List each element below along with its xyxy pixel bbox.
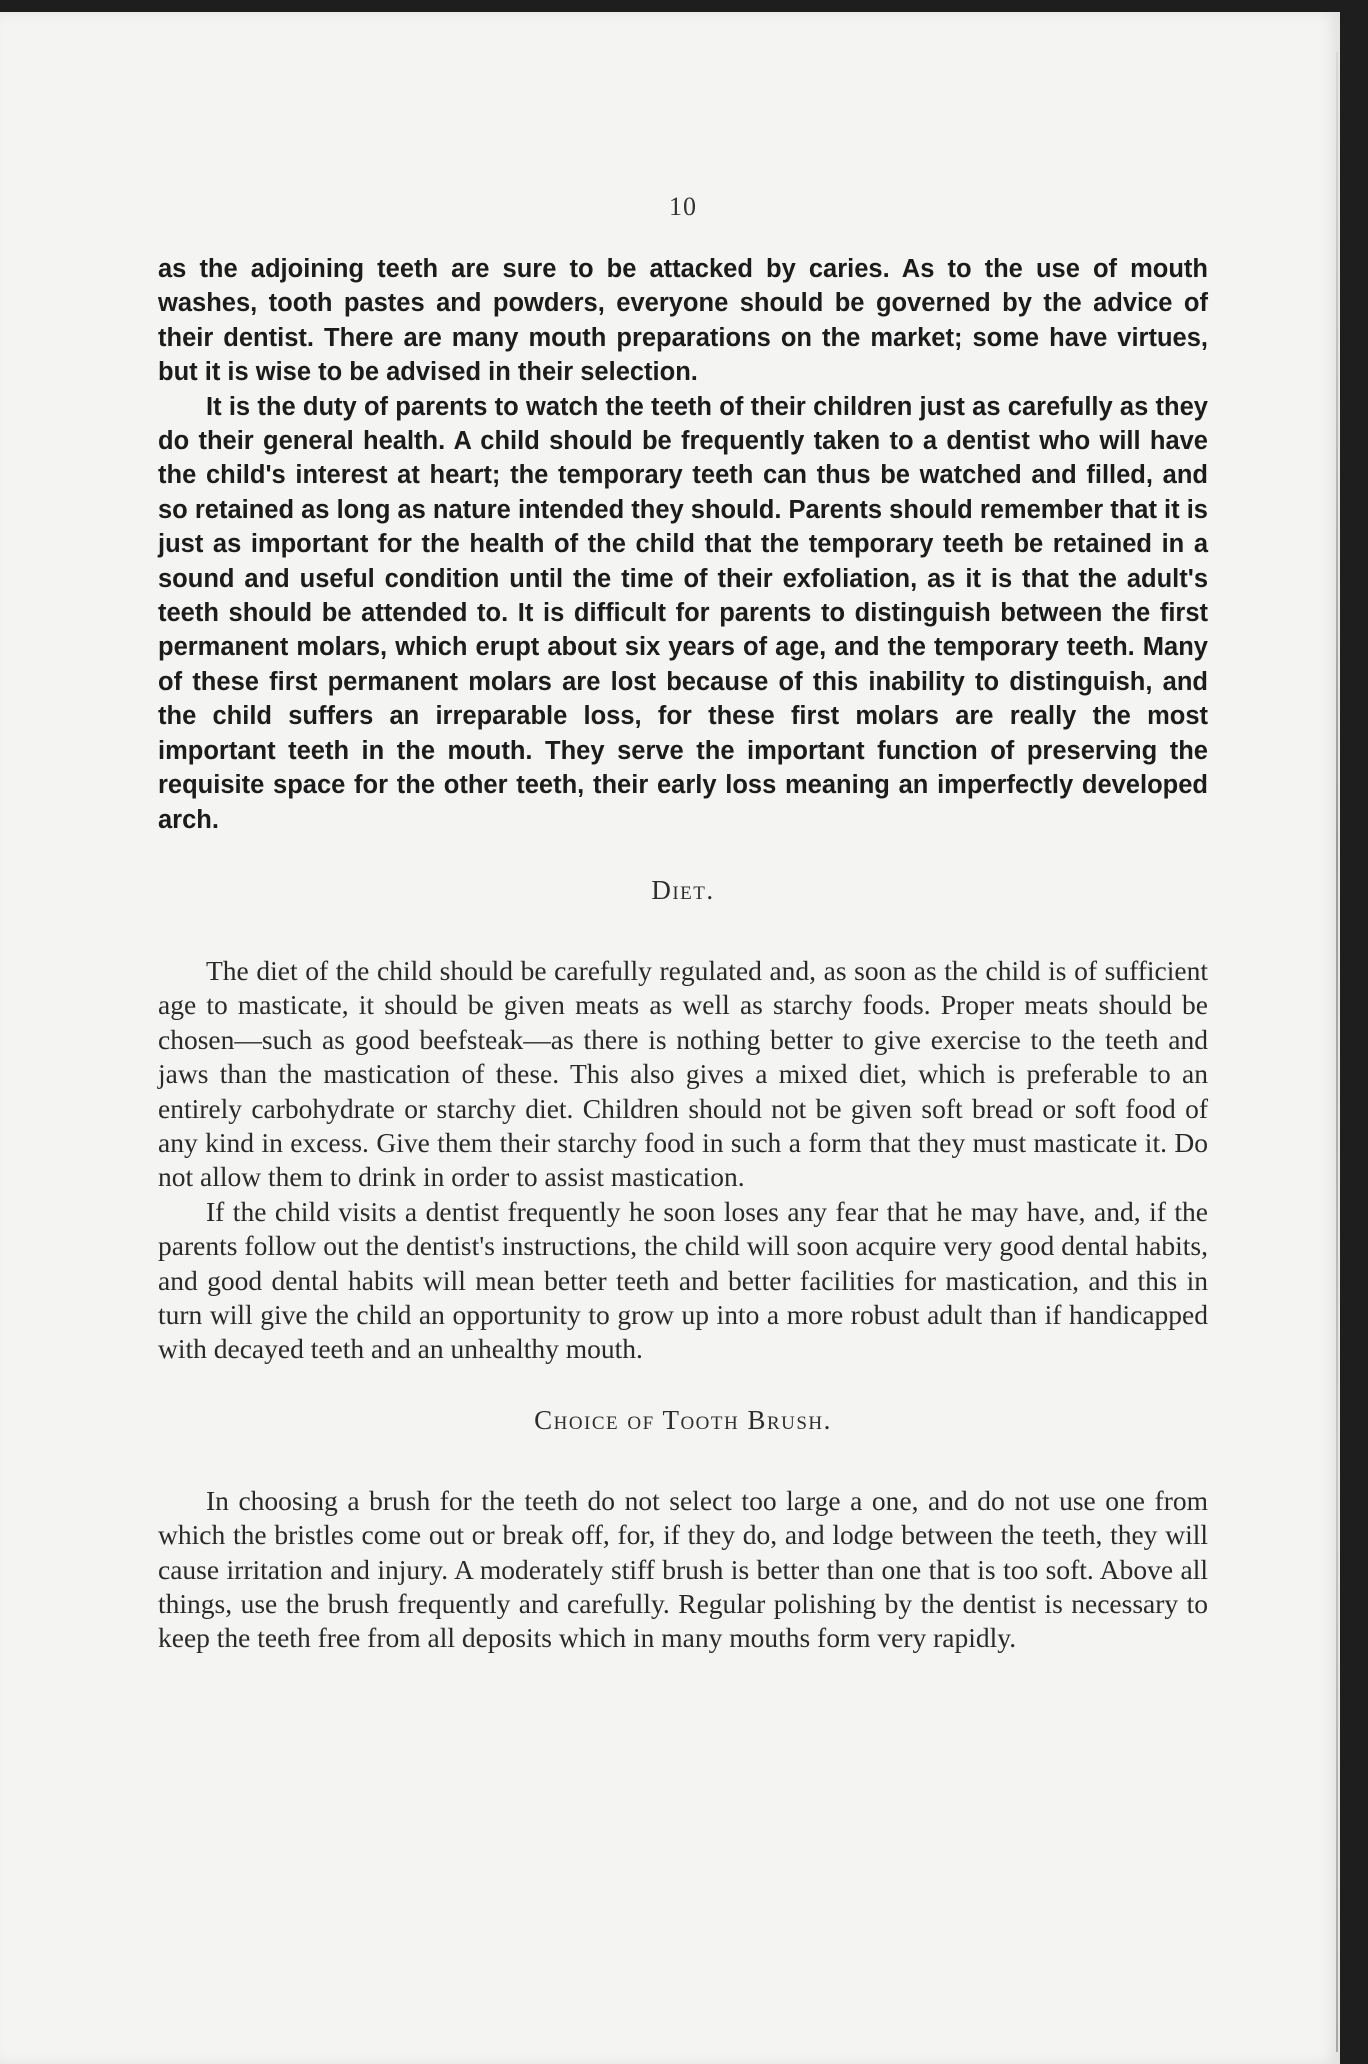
body-paragraph: If the child visits a dentist frequently he soon loses any fear that he may have, and, if the parents follow out the dentist's instructions, the child will soon acquire very good dental habits, and good dental habits will mean better teeth and better facilities for mastication, and this in turn will give the child an opportunity to grow up into a more robust adult than if handicapped with decayed teeth and an unhealthy mouth.	[158, 1195, 1208, 1365]
scanned-page	[0, 12, 1340, 2064]
body-paragraph: The diet of the child should be carefully regulated and, as soon as the child is of sufficient age to masticate, it should be given meats as well as starchy foods. Proper meats should be chosen—such as good beefsteak—as there is nothing better to give exercise to the teeth and jaws than the mastication of these. This also gives a mixed diet, which is preferable to an entirely carbohydrate or starchy diet. Children should not be given soft bread or soft food of any kind in excess. Give them their starchy food in such a form that they must masticate it. Do not allow them to drink in order to assist mastication.	[158, 954, 1208, 1193]
page-number: 10	[669, 192, 697, 221]
section-heading-tooth-brush: Choice of Tooth Brush.	[534, 1404, 832, 1435]
body-paragraph: It is the duty of parents to watch the teeth of their children just as carefully as they do their general health. A child should be frequently taken to a dentist who will have the child's interest at heart; the temporary teeth can thus be watched and filled, and so retained as long as nature intended they should. Parents should remember that it is just as important for the health of the child that the temporary teeth be retained in a sound and useful condition until the time of their exfoliation, as it is that the adult's teeth should be attended to. It is difficult for parents to distinguish between the first permanent molars, which erupt about six years of age, and the temporary teeth. Many of these first permanent molars are lost because of this inability to distinguish, and the child suffers an irreparable loss, for these first molars are really the most important teeth in the mouth. They serve the important function of preserving the requisite space for the other teeth, their early loss meaning an imperfectly developed arch.	[158, 392, 1208, 834]
body-paragraph: In choosing a brush for the teeth do not select too large a one, and do not use one from which the bristles come out or break off, for, if they do, and lodge between the teeth, they will cause irritation and injury. A moderately stiff brush is better than one that is too soft. Above all things, use the brush frequently and carefully. Regular polishing by the dentist is necessary to keep the teeth free from all deposits which in many mouths form very rapidly.	[158, 1484, 1208, 1654]
section-heading-diet: Diet.	[651, 874, 715, 905]
page-body	[158, 192, 1208, 1892]
page-edge-shadow	[1336, 52, 1338, 2052]
body-paragraph: as the adjoining teeth are sure to be attacked by caries. As to the use of mouth washes, tooth pastes and powders, everyone should be governed by the advice of their dentist. There are many mouth preparations on the market; some have virtues, but it is wise to be advised in their selection.	[158, 255, 1208, 387]
